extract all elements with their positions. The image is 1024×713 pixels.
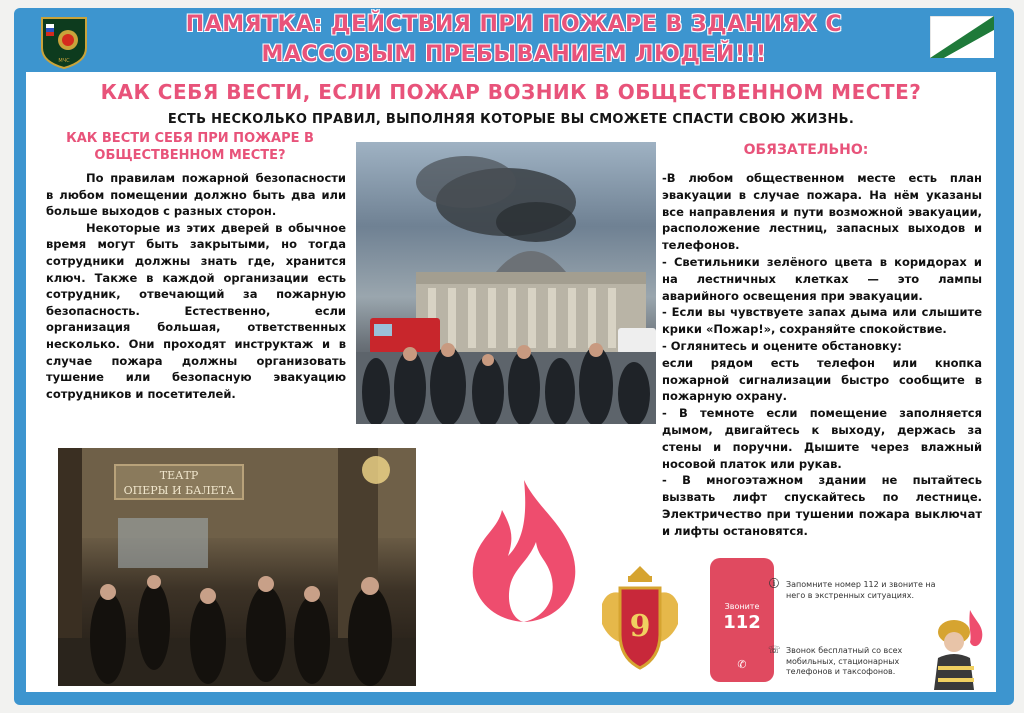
- info-icon: ⓘ: [769, 579, 779, 590]
- right-item-4: - Оглянитесь и оцените обстановку:: [662, 338, 902, 353]
- left-paragraph-2: Некоторые из этих дверей в обычное время могут быть закрытыми, но тогда сотрудники должны знать где, хранится ключ. Также в каждой организации есть сотрудник, отвечающий за пожарную безопасность. Естественно, если организация большая, ответственных несколько. Они проходят инструктаж и в случае пожара должны организовать тушение или безопасную эвакуацию сотрудников и посетителей.: [46, 220, 346, 401]
- right-item-2: - Светильники зелёного цвета в коридорах и на лестничных клетках — это лампы аварийного освещения при эвакуации.: [662, 254, 982, 303]
- right-column-title: ОБЯЗАТЕЛЬНО:: [743, 142, 869, 158]
- svg-text:МЧС: МЧС: [58, 58, 70, 64]
- theatre-sign-line2: ОПЕРЫ И БАЛЕТА: [123, 484, 235, 497]
- right-item-3: - Если вы чувствуете запах дыма или слышите крики «Пожар!», сохраняйте спокойствие.: [662, 305, 982, 337]
- poster-title-line2: МАССОВЫМ ПРЕБЫВАНИЕМ ЛЮДЕЙ!!!: [261, 42, 767, 67]
- mchs-emblem-icon: [36, 14, 92, 70]
- right-column-text: [662, 170, 982, 540]
- phone-card-label: Звоните: [724, 602, 760, 611]
- phone-receiver-icon: ☏: [768, 645, 781, 656]
- right-item-6: - В темноте если помещение заполняется дымом, двигайтесь к выходу, держась за стены и поручни. Дышите через влажный носовой платок или рукав.: [662, 406, 982, 471]
- info-free-call-text: Звонок бесплатный со всех мобильных, стационарных телефонов и таксофонов.: [786, 646, 903, 676]
- sub-heading: ЕСТЬ НЕСКОЛЬКО ПРАВИЛ, ВЫПОЛНЯЯ КОТОРЫЕ ВЫ СМОЖЕТЕ СПАСТИ СВОЮ ЖИЗНЬ.: [167, 112, 855, 127]
- left-column-title: КАК ВЕСТИ СЕБЯ ПРИ ПОЖАРЕ В ОБЩЕСТВЕННОМ МЕСТЕ?: [66, 131, 314, 163]
- left-paragraph-1: По правилам пожарной безопасности в любом помещении должно быть два или больше выходов с разных сторон.: [46, 171, 346, 219]
- theatre-sign-line1: ТЕАТР: [159, 469, 199, 482]
- right-item-7: - В многоэтажном здании не пытайтесь вызвать лифт спускайтесь по лестнице. Электричество при тушении пожара выключат и лифты остановятся.: [662, 473, 982, 538]
- phone-handset-icon: ✆: [737, 658, 747, 671]
- right-item-1: -В любом общественном месте есть план эвакуации в случае пожара. На нём указаны все направления и пути возможной эвакуации, расположение лестниц, запасных выходов и телефонов.: [662, 171, 982, 253]
- regional-flag-icon: [930, 16, 994, 58]
- phone-card-number: 112: [723, 612, 761, 633]
- info-remember-text: Запомните номер 112 и звоните на него в экстренных ситуациях.: [786, 580, 936, 600]
- crest-number: 9: [629, 609, 651, 644]
- right-column-layer: [26, 72, 996, 692]
- poster-title: [124, 10, 904, 70]
- poster-title-line1: ПАМЯТКА: ДЕЙСТВИЯ ПРИ ПОЖАРЕ В ЗДАНИЯХ С: [185, 12, 843, 37]
- main-heading: КАК СЕБЯ ВЕСТИ, ЕСЛИ ПОЖАР ВОЗНИК В ОБЩЕСТВЕННОМ МЕСТЕ?: [100, 80, 922, 104]
- right-item-5: если рядом есть телефон или кнопка пожарной сигнализации быстро сообщите в пожарную охрану.: [662, 355, 982, 404]
